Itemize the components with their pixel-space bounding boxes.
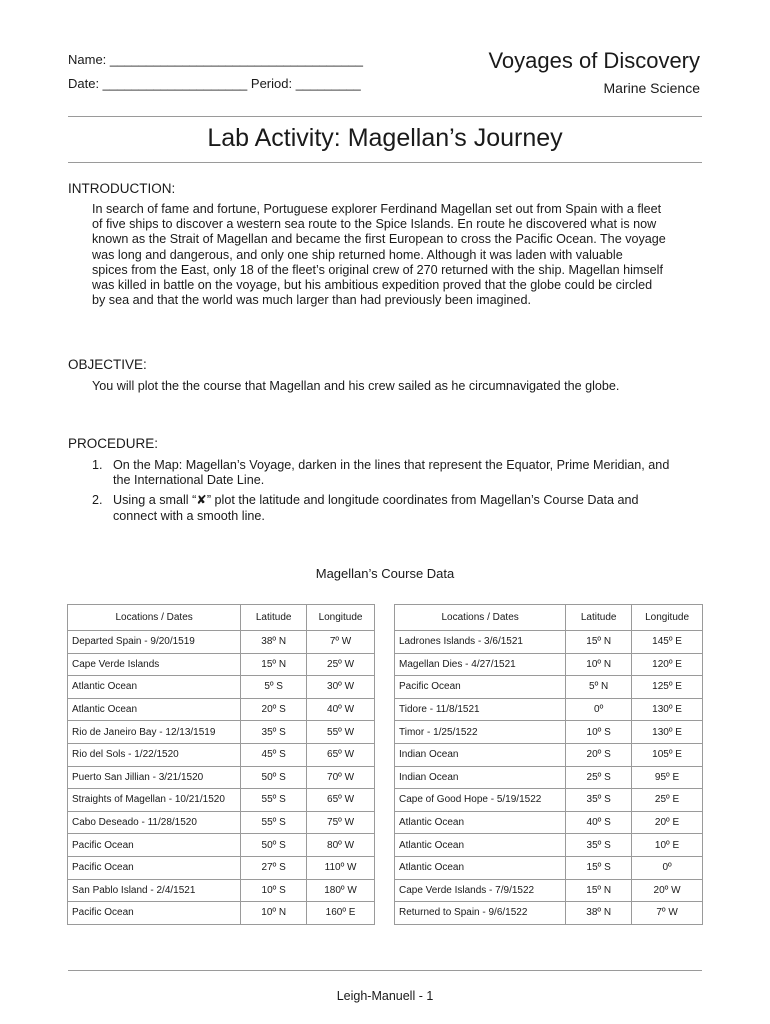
cell-latitude: 50º S xyxy=(241,766,307,789)
introduction-line: spices from the East, only 18 of the fleet’s original crew of 270 returned with the ship. Magellan himself xyxy=(92,262,663,277)
table-row xyxy=(395,631,703,654)
cell-longitude: 180º W xyxy=(307,879,375,902)
cell-longitude: 130º E xyxy=(632,721,703,744)
cell-longitude: 20º E xyxy=(632,811,703,834)
procedure-heading: PROCEDURE: xyxy=(68,436,159,451)
cell-latitude: 10º N xyxy=(241,902,307,925)
table-header-row xyxy=(395,605,703,631)
cell-location: Magellan Dies - 4/27/1521 xyxy=(395,653,566,676)
header-divider xyxy=(68,116,702,117)
cell-longitude: 130º E xyxy=(632,698,703,721)
column-header-longitude: Longitude xyxy=(307,605,375,631)
cell-longitude: 125º E xyxy=(632,676,703,699)
cell-location: Departed Spain - 9/20/1519 xyxy=(68,631,241,654)
cell-location: Pacific Ocean xyxy=(68,902,241,925)
date-period-field[interactable]: Date: ____________________ Period: _________ xyxy=(68,76,361,91)
cell-latitude: 20º S xyxy=(566,743,632,766)
cell-longitude: 80º W xyxy=(307,834,375,857)
table-row xyxy=(68,789,375,812)
cell-longitude: 10º E xyxy=(632,834,703,857)
cell-location: Cape Verde Islands xyxy=(68,653,241,676)
cell-location: Tidore - 11/8/1521 xyxy=(395,698,566,721)
procedure-step xyxy=(92,458,704,488)
cell-location: Straights of Magellan - 10/21/1520 xyxy=(68,789,241,812)
objective-heading: OBJECTIVE: xyxy=(68,357,147,372)
page-title: Lab Activity: Magellan’s Journey xyxy=(207,124,563,152)
cell-location: Cape Verde Islands - 7/9/1522 xyxy=(395,879,566,902)
step-line: connect with a smooth line. xyxy=(113,508,265,523)
introduction-line: In search of fame and fortune, Portuguese explorer Ferdinand Magellan set out from Spain with a fleet xyxy=(92,202,662,216)
cell-latitude: 35º S xyxy=(566,789,632,812)
cell-latitude: 45º S xyxy=(241,743,307,766)
cell-latitude: 35º S xyxy=(566,834,632,857)
cell-latitude: 40º S xyxy=(566,811,632,834)
cell-longitude: 145º E xyxy=(632,631,703,654)
cell-latitude: 20º S xyxy=(241,698,307,721)
cell-latitude: 5º N xyxy=(566,676,632,699)
cell-location: Indian Ocean xyxy=(395,766,566,789)
step-line: the International Date Line. xyxy=(113,473,265,488)
subject-label: Marine Science xyxy=(603,80,700,96)
cell-longitude: 105º E xyxy=(632,743,703,766)
cell-latitude: 50º S xyxy=(241,834,307,857)
column-header-latitude: Latitude xyxy=(241,605,307,631)
table-row xyxy=(395,766,703,789)
step-line: On the Map: Magellan’s Voyage, darken in the lines that represent the Equator, Prime Meridian, and xyxy=(113,458,670,472)
cell-location: Rio de Janeiro Bay - 12/13/1519 xyxy=(68,721,241,744)
cell-location: Atlantic Ocean xyxy=(395,834,566,857)
step-number: 2. xyxy=(92,493,103,508)
cell-latitude: 5º S xyxy=(241,676,307,699)
table-row xyxy=(395,811,703,834)
column-header-latitude: Latitude xyxy=(566,605,632,631)
table-row xyxy=(68,721,375,744)
cell-longitude: 75º W xyxy=(307,811,375,834)
cell-longitude: 65º W xyxy=(307,743,375,766)
column-header-longitude: Longitude xyxy=(632,605,703,631)
introduction-line: was long and dangerous, and only one ship returned home. Although it was laden with valuable xyxy=(92,247,623,262)
table-row xyxy=(395,653,703,676)
cell-longitude: 25º W xyxy=(307,653,375,676)
introduction-line: of five ships to discover a western sea route to the Spice Islands. En route he discovered what is now xyxy=(92,217,657,232)
table-caption: Magellan’s Course Data xyxy=(315,566,455,581)
course-data-table-left xyxy=(67,604,375,925)
cell-latitude: 15º N xyxy=(566,631,632,654)
footer-divider xyxy=(68,970,702,971)
cell-location: Cape of Good Hope - 5/19/1522 xyxy=(395,789,566,812)
name-field[interactable]: Name: ___________________________________ xyxy=(68,52,363,67)
cell-location: Indian Ocean xyxy=(395,743,566,766)
cell-longitude: 65º W xyxy=(307,789,375,812)
table-row xyxy=(395,698,703,721)
step-line: Using a small “✘” plot the latitude and longitude coordinates from Magellan’s Course Data and xyxy=(113,493,639,508)
introduction-line: known as the Strait of Magellan and became the first European to cross the Pacific Ocean. The voyage xyxy=(92,232,666,247)
table-row xyxy=(395,743,703,766)
page-footer: Leigh-Manuell - 1 xyxy=(336,989,434,1003)
step-number: 1. xyxy=(92,458,103,472)
procedure-list xyxy=(92,458,704,529)
cell-latitude: 38º N xyxy=(241,631,307,654)
cell-location: Pacific Ocean xyxy=(68,856,241,879)
table-row xyxy=(68,902,375,925)
table-row xyxy=(68,631,375,654)
cell-longitude: 55º W xyxy=(307,721,375,744)
table-row xyxy=(68,856,375,879)
cell-latitude: 15º N xyxy=(566,879,632,902)
cell-location: Ladrones Islands - 3/6/1521 xyxy=(395,631,566,654)
table-row xyxy=(68,811,375,834)
course-title: Voyages of Discovery xyxy=(488,48,700,73)
table-row xyxy=(395,721,703,744)
cell-longitude: 7º W xyxy=(307,631,375,654)
cell-location: Puerto San Jillian - 3/21/1520 xyxy=(68,766,241,789)
title-divider xyxy=(68,162,702,163)
cell-latitude: 27º S xyxy=(241,856,307,879)
cell-location: Atlantic Ocean xyxy=(395,856,566,879)
cell-longitude: 120º E xyxy=(632,653,703,676)
cell-longitude: 30º W xyxy=(307,676,375,699)
cell-longitude: 0º xyxy=(632,856,703,879)
table-header-row xyxy=(68,605,375,631)
table-row xyxy=(68,879,375,902)
cell-location: Rio del Sols - 1/22/1520 xyxy=(68,743,241,766)
procedure-step xyxy=(92,493,704,523)
introduction-text xyxy=(92,202,704,308)
cell-longitude: 7º W xyxy=(632,902,703,925)
table-row xyxy=(68,676,375,699)
cell-latitude: 25º S xyxy=(566,766,632,789)
column-header-location: Locations / Dates xyxy=(395,605,566,631)
introduction-line: was killed in battle on the voyage, but his ambitious expedition proved that the globe could be circled xyxy=(92,278,653,293)
table-row xyxy=(68,743,375,766)
cell-latitude: 55º S xyxy=(241,811,307,834)
cell-longitude: 160º E xyxy=(307,902,375,925)
table-row xyxy=(395,789,703,812)
column-header-location: Locations / Dates xyxy=(68,605,241,631)
table-row xyxy=(395,856,703,879)
cell-location: Atlantic Ocean xyxy=(68,698,241,721)
cell-latitude: 10º S xyxy=(566,721,632,744)
cell-latitude: 15º N xyxy=(241,653,307,676)
cell-longitude: 110º W xyxy=(307,856,375,879)
objective-text: You will plot the the course that Magellan and his crew sailed as he circumnavigated the globe. xyxy=(92,379,620,393)
cell-location: Pacific Ocean xyxy=(395,676,566,699)
cell-longitude: 40º W xyxy=(307,698,375,721)
cell-latitude: 10º S xyxy=(241,879,307,902)
introduction-heading: INTRODUCTION: xyxy=(68,181,176,196)
table-row xyxy=(395,902,703,925)
table-row xyxy=(395,834,703,857)
cell-latitude: 35º S xyxy=(241,721,307,744)
cell-latitude: 0º xyxy=(566,698,632,721)
cell-longitude: 70º W xyxy=(307,766,375,789)
cell-longitude: 20º W xyxy=(632,879,703,902)
introduction-line: by sea and that the world was much larger than had previously been imagined. xyxy=(92,293,531,308)
cell-location: Atlantic Ocean xyxy=(395,811,566,834)
table-row xyxy=(68,653,375,676)
cell-location: San Pablo Island - 2/4/1521 xyxy=(68,879,241,902)
table-row xyxy=(395,676,703,699)
table-row xyxy=(395,879,703,902)
cell-latitude: 10º N xyxy=(566,653,632,676)
cell-location: Returned to Spain - 9/6/1522 xyxy=(395,902,566,925)
cell-location: Pacific Ocean xyxy=(68,834,241,857)
cell-latitude: 55º S xyxy=(241,789,307,812)
cell-location: Atlantic Ocean xyxy=(68,676,241,699)
table-row xyxy=(68,698,375,721)
cell-latitude: 15º S xyxy=(566,856,632,879)
cell-longitude: 25º E xyxy=(632,789,703,812)
cell-latitude: 38º N xyxy=(566,902,632,925)
cell-location: Timor - 1/25/1522 xyxy=(395,721,566,744)
cell-longitude: 95º E xyxy=(632,766,703,789)
table-row xyxy=(68,766,375,789)
table-row xyxy=(68,834,375,857)
cell-location: Cabo Deseado - 11/28/1520 xyxy=(68,811,241,834)
course-data-table-right xyxy=(394,604,703,925)
